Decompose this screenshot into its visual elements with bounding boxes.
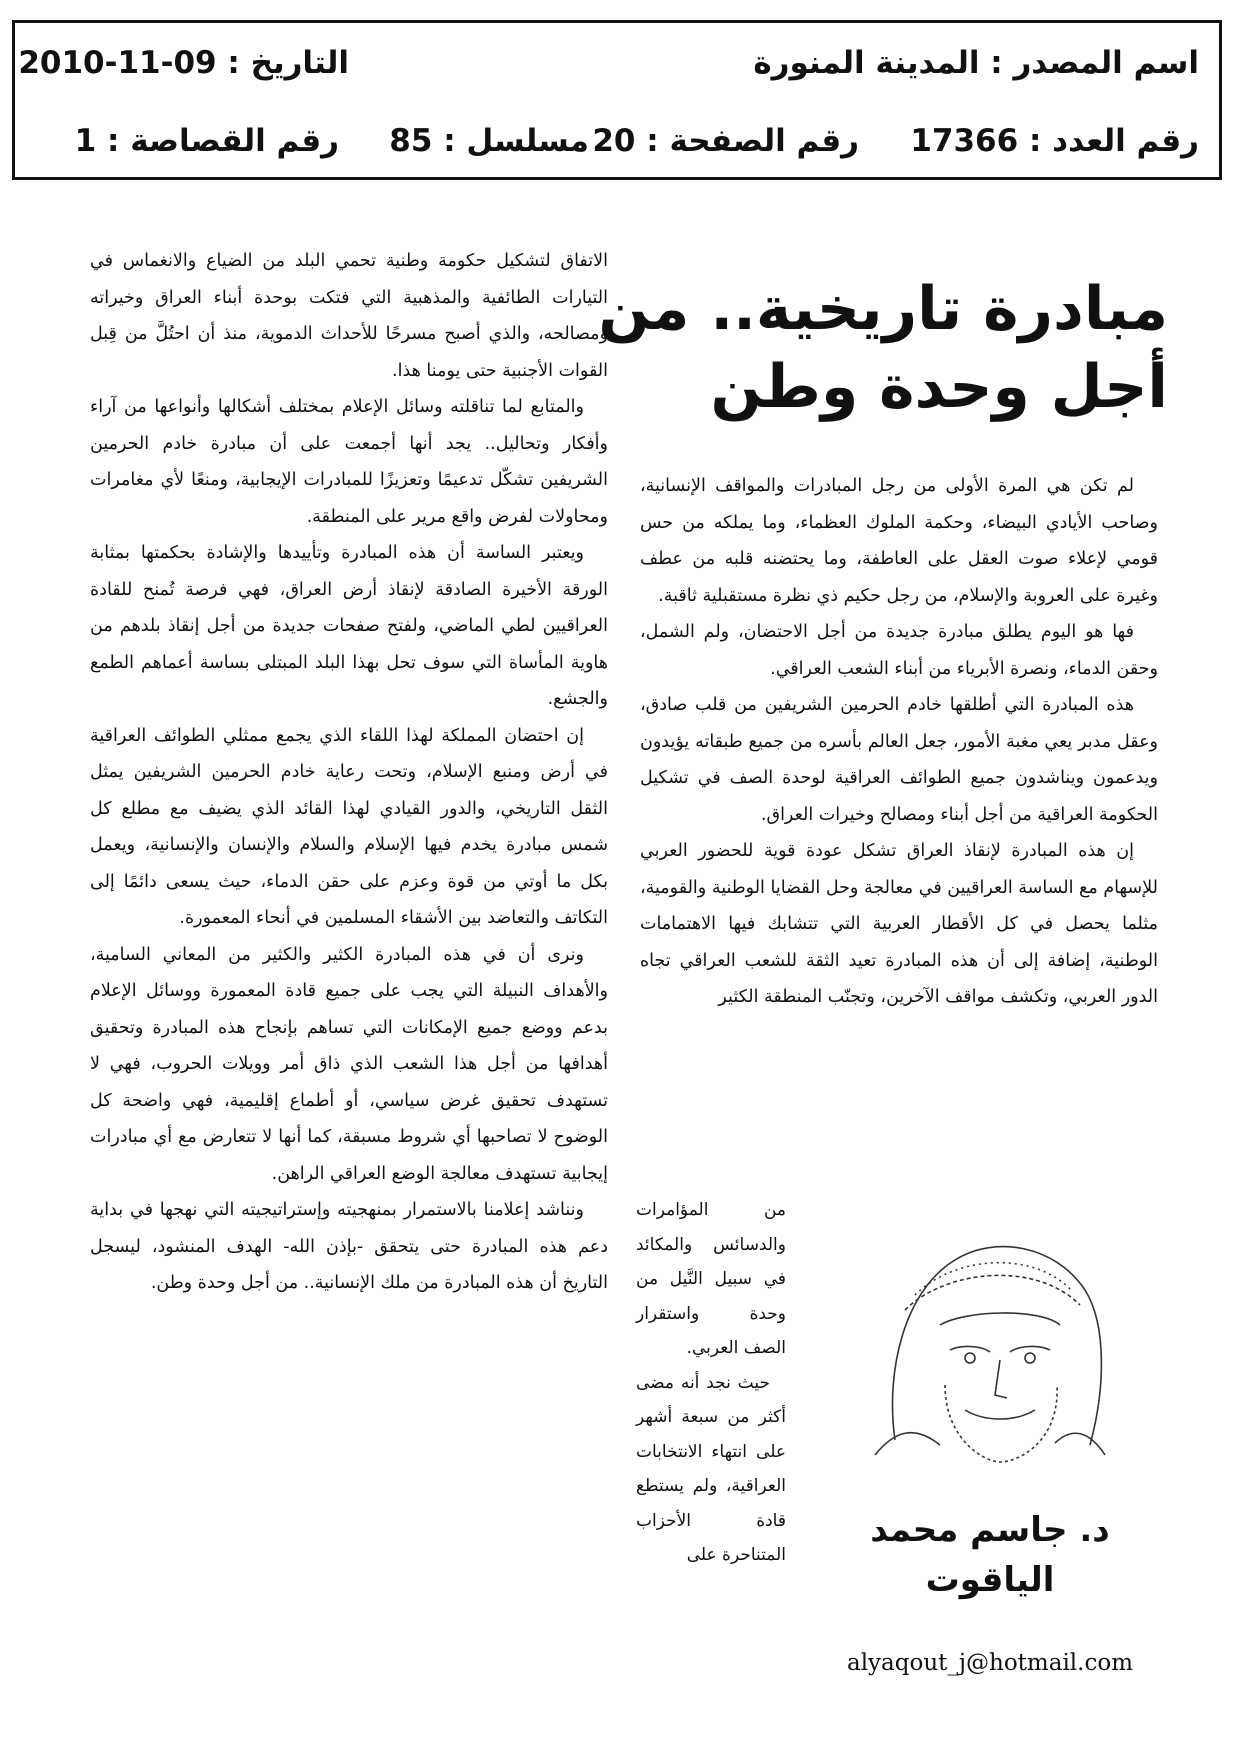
paragraph: هذه المبادرة التي أطلقها خادم الحرمين الشريفين من قلب صادق، وعقل مدبر يعي مغبة الأمور، جعل العالم بأسره من جميع طبقاته يؤيدون ويدعمون ويناشدون جميع الطوائف العراقية لوحدة الصف في تشكيل الحكومة العراقية من أجل أبناء ومصالح وخيرات العراق. (640, 695, 1158, 825)
paragraph: والمتابع لما تناقلته وسائل الإعلام بمختلف أشكالها وأنواعها من آراء وأفكار وتحاليل.. يجد أنها أجمعت على أن مبادرة خادم الحرمين الشريفين تشكّل تدعيمًا وتعزيزًا للمبادرات الإيجابية، ومنعًا لأي مغامرات ومحاولات لفرض واقع مرير على المنطقة. (90, 397, 608, 527)
paragraph: ونرى أن في هذه المبادرة الكثير والكثير من المعاني السامية، والأهداف النبيلة التي يجب على جميع قادة المعمورة ووسائل الإعلام بدعم ووضع جميع الإمكانات التي تساهم بإنجاح هذه المبادرة وتحقيق أهدافها من أجل هذا الشعب الذي ذاق أمر وويلات الحروب، فهي لا تستهدف تحقيق غرض سياسي، أو أطماع إقليمية، فهي واضحة كل الوضوح لا تصاحبها أي شروط مسبقة، كما أنها لا تتعارض مع أي مبادرات إيجابية تستهدف معالجة الوضع العراقي الراهن. (90, 944, 608, 1184)
narrow-column (636, 1193, 786, 1573)
paragraph: الاتفاق لتشكيل حكومة وطنية تحمي البلد من الضياع والانغماس في التيارات الطائفية والمذهبية التي فتكت بوحدة أبناء العراق وخيراته ومصالحه، والذي أصبح مسرحًا للأحداث الدموية، منذ أن احتُلَّ من قِبل القوات الأجنبية حتى يومنا هذا. (90, 251, 608, 381)
paragraph: إن هذه المبادرة لإنقاذ العراق تشكل عودة قوية للحضور العربي للإسهام مع الساسة العراقيين في معالجة وحل القضايا الوطنية والقومية، مثلما يحصل في كل الأقطار العربية التي تتشابك فيها الاهتمامات الوطنية، إضافة إلى أن هذه المبادرة تعيد الثقة للشعب العراقي تجاه الدور العربي، وتكشف مواقف الآخرين، وتجنّب المنطقة الكثير (640, 841, 1158, 1007)
left-column (90, 243, 608, 1302)
paragraph: من المؤامرات والدسائس والمكائد في سبيل النَّيل من وحدة واستقرار الصف العربي. (636, 1200, 786, 1358)
author-line-2: الياقوت (925, 1560, 1055, 1600)
author-email: alyaqout_j@hotmail.com (846, 1650, 1134, 1676)
article-title (598, 270, 1168, 426)
author-name (840, 1505, 1140, 1605)
serial-label: مسلسل : 85 (389, 123, 589, 159)
author-line-1: د. جاسم محمد (870, 1510, 1110, 1550)
source-label: اسم المصدر : المدينة المنورة (753, 45, 1199, 81)
page-label: رقم الصفحة : 20 (592, 123, 859, 159)
paragraph: حيث نجد أنه مضى أكثر من سبعة أشهر على انتهاء الانتخابات العراقية، ولم يستطع قادة الأحزاب المتناحرة على (636, 1372, 786, 1565)
paragraph: لم تكن هي المرة الأولى من رجل المبادرات والمواقف الإنسانية، وصاحب الأيادي البيضاء، وحكمة الملوك العظماء، وما يملكه من حس قومي لإعلاء صوت العقل على العاطفة، وما يحتضنه قلبه من عطف وغيرة على العروبة والإسلام، من رجل حكيم ذي نظرة مستقبلية ثاقبة. (640, 476, 1158, 606)
paragraph: ويعتبر الساسة أن هذه المبادرة وتأييدها والإشادة بحكمتها بمثابة الورقة الأخيرة الصادقة لإنقاذ أرض العراق، فهي فرصة تُمنح للقادة العراقيين لطي الماضي، ولفتح صفحات جديدة من أجل إنقاذ بلدهم من هاوية المأساة التي سوف تحل بهذا البلد المبتلى بساسة أعماهم الطمع والجشع. (90, 543, 608, 709)
paragraph: إن احتضان المملكة لهذا اللقاء الذي يجمع ممثلي الطوائف العراقية في أرض ومنبع الإسلام، وتحت رعاية خادم الحرمين الشريفين يمثل الثقل التاريخي، والدور القيادي لهذا القائد الذي يضيف مع مطلع كل شمس مبادرة يخدم فيها الإسلام والسلام والإنسان والإنسانية، ويعمل بكل ما أوتي من قوة وعزم على حقن الدماء، حيث يسعى دائمًا إلى التكاتف والتعاضد بين الأشقاء المسلمين في أنحاء المعمورة. (90, 725, 608, 928)
clipping-header (12, 20, 1222, 180)
clip-label: رقم القصاصة : 1 (74, 123, 339, 159)
date-label: التاريخ : 09-11-2010 (18, 45, 349, 81)
right-column (640, 468, 1158, 1016)
title-line-1: مبادرة تاريخية.. من (598, 274, 1168, 344)
paragraph: فها هو اليوم يطلق مبادرة جديدة من أجل الاحتضان، ولم الشمل، وحقن الدماء، ونصرة الأبرياء من أبناء الشعب العراقي. (640, 622, 1158, 679)
issue-label: رقم العدد : 17366 (910, 123, 1199, 159)
paragraph: ونناشد إعلامنا بالاستمرار بمنهجيته وإستراتيجيته التي نهجها في بداية دعم هذه المبادرة حتى يتحقق -بإذن الله- الهدف المنشود، ليسجل التاريخ أن هذه المبادرة من ملك الإنسانية.. من أجل وحدة وطن. (90, 1200, 608, 1293)
title-line-2: أجل وحدة وطن (710, 352, 1168, 422)
author-portrait-sketch (845, 1200, 1135, 1470)
